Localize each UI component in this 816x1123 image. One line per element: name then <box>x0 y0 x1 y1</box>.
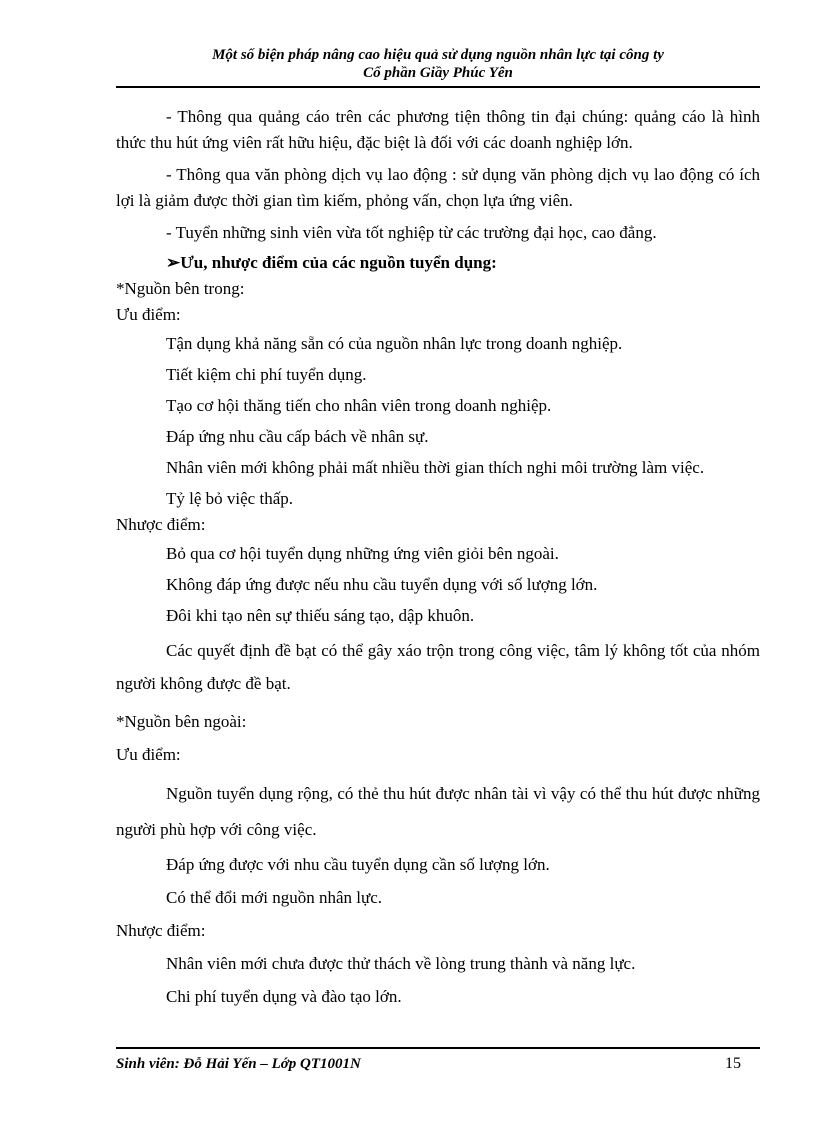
internal-pro-item: Tận dụng khả năng sẵn có của nguồn nhân lực trong doanh nghiệp. <box>166 334 623 353</box>
internal-pro-item: Tạo cơ hội thăng tiến cho nhân viên trong doanh nghiệp. <box>166 396 552 415</box>
section-heading <box>116 250 760 276</box>
external-source-title: *Nguồn bên ngoài: <box>116 712 247 731</box>
external-pros-label: Ưu điểm: <box>116 745 181 764</box>
internal-con-item: Bỏ qua cơ hội tuyển dụng những ứng viên giỏi bên ngoài. <box>166 544 559 563</box>
header-line-1: Một số biện pháp nâng cao hiệu quả sử dụng nguồn nhân lực tại công ty <box>212 47 664 63</box>
external-cons-label: Nhược điểm: <box>116 921 206 940</box>
running-header <box>116 46 760 82</box>
header-line-2: Cổ phần Giầy Phúc Yên <box>363 65 513 81</box>
internal-con-item: Không đáp ứng được nếu nhu cầu tuyển dụng với số lượng lớn. <box>166 575 598 594</box>
page-body <box>116 104 760 1013</box>
paragraph-advertising: - Thông qua quảng cáo trên các phương tiện thông tin đại chúng: quảng cáo là hình thức thu hút ứng viên rất hữu hiệu, đặc biệt là đối với các doanh nghiệp lớn. <box>116 107 760 152</box>
internal-cons-label: Nhược điểm: <box>116 515 206 534</box>
external-pro-item: Có thể đổi mới nguồn nhân lực. <box>166 888 383 907</box>
header-divider <box>116 86 760 88</box>
internal-con-item: Các quyết định đề bạt có thể gây xáo trộn trong công việc, tâm lý không tốt của nhóm người không được đề bạt. <box>116 641 760 693</box>
section-heading-text: Ưu, nhược điểm của các nguồn tuyển dụng: <box>180 253 497 272</box>
external-con-item: Chi phí tuyển dụng và đào tạo lớn. <box>166 987 402 1006</box>
paragraph-labor-office: - Thông qua văn phòng dịch vụ lao động : sử dụng văn phòng dịch vụ lao động có ích lợi là giảm được thời gian tìm kiếm, phỏng vấn, chọn lựa ứng viên. <box>116 165 760 210</box>
paragraph-graduates: - Tuyển những sinh viên vừa tốt nghiệp từ các trường đại học, cao đẳng. <box>166 223 657 242</box>
internal-con-item: Đôi khi tạo nên sự thiếu sáng tạo, dập khuôn. <box>166 606 475 625</box>
footer-divider <box>116 1047 760 1049</box>
external-pro-item: Nguồn tuyển dụng rộng, có thẻ thu hút được nhân tài vì vậy có thể thu hút được những người phù hợp với công việc. <box>116 784 760 839</box>
internal-pro-item: Đáp ứng nhu cầu cấp bách về nhân sự. <box>166 427 429 446</box>
external-pro-item: Đáp ứng được với nhu cầu tuyển dụng cần số lượng lớn. <box>166 855 550 874</box>
internal-source-title: *Nguồn bên trong: <box>116 279 245 298</box>
footer-student: Sinh viên: Đỗ Hải Yến – Lớp QT1001N <box>116 1056 361 1072</box>
internal-pro-item: Tiết kiệm chi phí tuyển dụng. <box>166 365 367 384</box>
internal-pro-item: Tỷ lệ bỏ việc thấp. <box>166 489 293 508</box>
arrow-bullet-icon: ➢ <box>166 253 181 272</box>
internal-pro-item: Nhân viên mới không phải mất nhiều thời gian thích nghi môi trường làm việc. <box>166 458 705 477</box>
internal-pros-label: Ưu điểm: <box>116 305 181 324</box>
page-number: 15 <box>725 1055 741 1072</box>
external-con-item: Nhân viên mới chưa được thử thách về lòng trung thành và năng lực. <box>166 954 636 973</box>
